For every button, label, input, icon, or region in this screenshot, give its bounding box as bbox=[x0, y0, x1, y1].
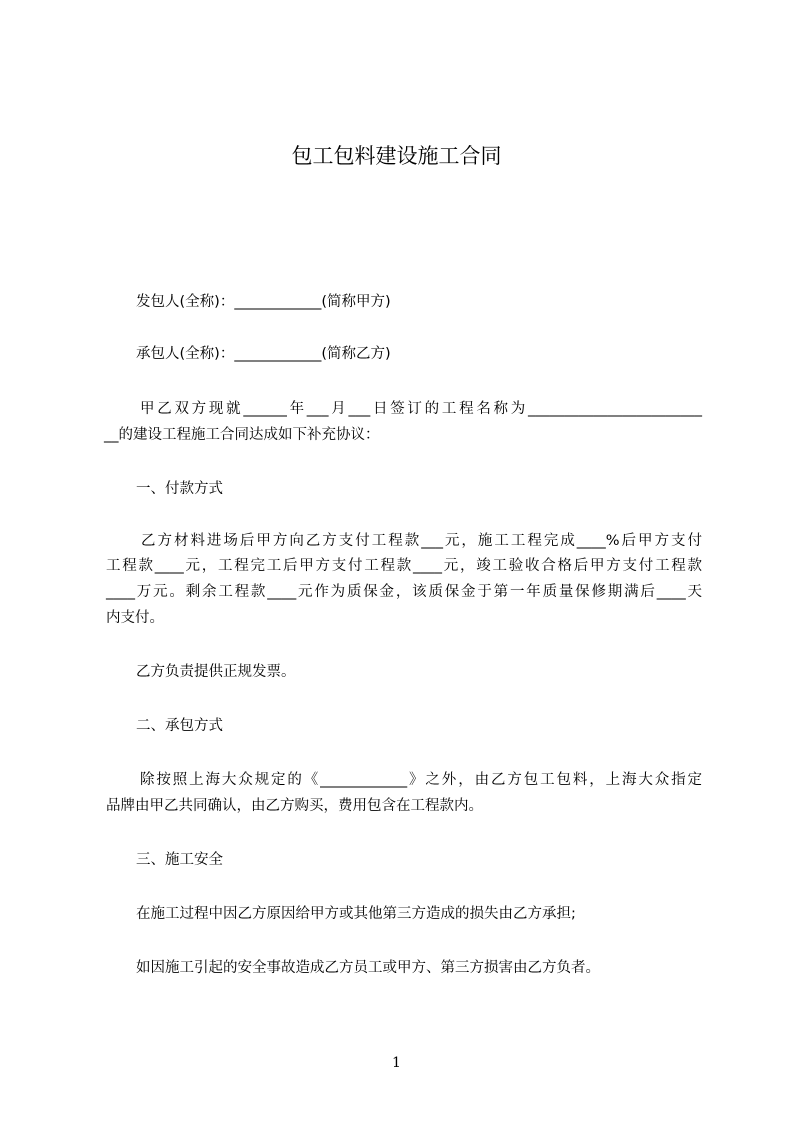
document-title: 包工包料建设施工合同 bbox=[291, 144, 502, 168]
intro-line-1: 甲乙双方现就______年___月___日签订的工程名称为________________________ bbox=[140, 401, 702, 417]
section-1-para-line-1: 乙方材料进场后甲方向乙方支付工程款___元，施工工程完成____%后甲方支付 bbox=[141, 533, 702, 549]
section-1-heading: 一、付款方式 bbox=[136, 481, 223, 497]
section-2-para-line-2: 品牌由甲乙共同确认，由乙方购买，费用包含在工程款内。 bbox=[106, 798, 483, 814]
section-1-para-line-2: 工程款____元，工程完工后甲方支付工程款____元，竣工验收合格后甲方支付工程款 bbox=[106, 558, 702, 574]
section-3-para-2: 如因施工引起的安全事故造成乙方员工或甲方、第三方损害由乙方负者。 bbox=[136, 960, 600, 976]
section-1-para-line-4: 内支付。 bbox=[106, 610, 164, 626]
invoice-note: 乙方负责提供正规发票。 bbox=[136, 664, 296, 680]
section-3-heading: 三、施工安全 bbox=[136, 852, 223, 868]
page-number: 1 bbox=[392, 1055, 401, 1071]
section-1-para-line-3: ____万元。剩余工程款____元作为质保金，该质保金于第一年质量保修期满后____天 bbox=[106, 584, 702, 600]
section-3-para-1: 在施工过程中因乙方原因给甲方或其他第三方造成的损失由乙方承担; bbox=[136, 906, 576, 922]
intro-line-2: __的建设工程施工合同达成如下补充协议： bbox=[104, 427, 380, 443]
party-a-line: 发包人(全称)：____________(简称甲方) bbox=[136, 294, 391, 310]
section-2-para-line-1: 除按照上海大众规定的《____________》之外，由乙方包工包料，上海大众指定 bbox=[140, 772, 702, 788]
section-2-heading: 二、承包方式 bbox=[136, 718, 223, 734]
party-b-line: 承包人(全称)：____________(简称乙方) bbox=[136, 346, 391, 362]
